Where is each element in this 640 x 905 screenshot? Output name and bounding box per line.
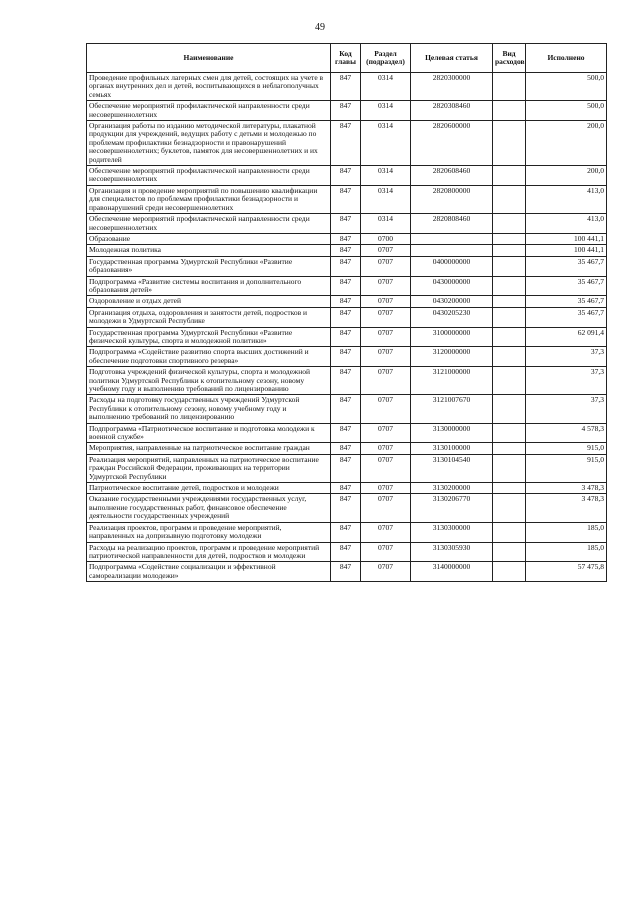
table-row: [87, 562, 607, 582]
cell-name: Организация отдыха, оздоровления и занятости детей, подростков и молодежи в Удмуртской Республике: [87, 307, 331, 327]
cell-target: 2820608460: [411, 166, 493, 186]
table-row: [87, 483, 607, 494]
cell-name: Оказание государственными учреждениями государственных услуг, выполнение государственных работ, финансовое обеспечение деятельности государственных учреждений: [87, 494, 331, 522]
table-row: [87, 256, 607, 276]
table-row: [87, 185, 607, 213]
cell-section: 0314: [361, 73, 411, 101]
cell-name: Подпрограмма «Патриотическое воспитание и подготовка молодежи к военной службе»: [87, 423, 331, 443]
cell-kind: [493, 562, 526, 582]
cell-section: 0700: [361, 233, 411, 244]
cell-section: 0707: [361, 327, 411, 347]
table-row: [87, 367, 607, 395]
header-kind: Вид расходов: [493, 44, 526, 73]
cell-section: 0707: [361, 562, 411, 582]
cell-target: 3140000000: [411, 562, 493, 582]
cell-code: 847: [331, 423, 361, 443]
cell-amount: 35 467,7: [526, 307, 607, 327]
cell-name: Расходы на подготовку государственных учреждений Удмуртской Республики к отопительному сезону, новому учебному году и выполнению требований по лицензированию: [87, 395, 331, 423]
cell-kind: [493, 423, 526, 443]
cell-target: 3130000000: [411, 423, 493, 443]
budget-table: [86, 43, 607, 582]
cell-target: 3130206770: [411, 494, 493, 522]
cell-amount: 37,3: [526, 347, 607, 367]
cell-amount: 62 091,4: [526, 327, 607, 347]
cell-amount: 3 478,3: [526, 483, 607, 494]
header-target: Целевая статья: [411, 44, 493, 73]
table-row: [87, 395, 607, 423]
cell-code: 847: [331, 276, 361, 296]
cell-kind: [493, 256, 526, 276]
cell-name: Реализация мероприятий, направленных на патриотическое воспитание граждан Российской Федерации, проживающих на территории Удмуртской Республики: [87, 454, 331, 482]
cell-name: Проведение профильных лагерных смен для детей, состоящих на учете в органах внутренних дел и детей, воспитывающихся в неблагополучных семьях: [87, 73, 331, 101]
cell-code: 847: [331, 522, 361, 542]
cell-target: 0430200000: [411, 296, 493, 307]
cell-section: 0707: [361, 276, 411, 296]
cell-code: 847: [331, 562, 361, 582]
table-row: [87, 245, 607, 256]
cell-name: Образование: [87, 233, 331, 244]
cell-section: 0314: [361, 121, 411, 166]
page-number: 49: [315, 22, 325, 33]
cell-code: 847: [331, 121, 361, 166]
cell-target: 0400000000: [411, 256, 493, 276]
cell-kind: [493, 185, 526, 213]
cell-code: 847: [331, 214, 361, 234]
cell-amount: 185,0: [526, 522, 607, 542]
table-row: [87, 296, 607, 307]
table-row: [87, 454, 607, 482]
cell-section: 0707: [361, 522, 411, 542]
table-row: [87, 347, 607, 367]
cell-amount: 915,0: [526, 454, 607, 482]
cell-name: Расходы на реализацию проектов, программ и проведение мероприятий патриотической направленности для детей, подростков и молодежи: [87, 542, 331, 562]
table-row: [87, 166, 607, 186]
cell-code: 847: [331, 307, 361, 327]
table-row: [87, 443, 607, 454]
cell-name: Организация и проведение мероприятий по повышению квалификации для специалистов по проблемам профилактики безнадзорности и правонарушений среди несовершеннолетних: [87, 185, 331, 213]
cell-section: 0314: [361, 101, 411, 121]
table-row: [87, 101, 607, 121]
cell-name: Подготовка учреждений физической культуры, спорта и молодежной политики Удмуртской Республики к отопительному сезону, новому учебному году и выполнению требований по лицензированию: [87, 367, 331, 395]
header-section: Раздел (подраздел): [361, 44, 411, 73]
cell-section: 0314: [361, 185, 411, 213]
cell-kind: [493, 395, 526, 423]
cell-amount: 35 467,7: [526, 296, 607, 307]
cell-section: 0707: [361, 494, 411, 522]
table-row: [87, 423, 607, 443]
cell-kind: [493, 454, 526, 482]
cell-kind: [493, 327, 526, 347]
cell-section: 0707: [361, 483, 411, 494]
table-row: [87, 307, 607, 327]
cell-amount: 100 441,1: [526, 233, 607, 244]
cell-code: 847: [331, 296, 361, 307]
cell-section: 0707: [361, 256, 411, 276]
cell-code: 847: [331, 166, 361, 186]
cell-code: 847: [331, 483, 361, 494]
table-row: [87, 542, 607, 562]
cell-amount: 3 478,3: [526, 494, 607, 522]
cell-code: 847: [331, 233, 361, 244]
cell-code: 847: [331, 327, 361, 347]
cell-amount: 100 441,1: [526, 245, 607, 256]
table-row: [87, 214, 607, 234]
cell-section: 0707: [361, 542, 411, 562]
cell-amount: 57 475,8: [526, 562, 607, 582]
cell-name: Подпрограмма «Содействие социализации и эффективной самореализации молодежи»: [87, 562, 331, 582]
cell-target: 0430205230: [411, 307, 493, 327]
cell-amount: 35 467,7: [526, 256, 607, 276]
cell-section: 0314: [361, 214, 411, 234]
cell-name: Обеспечение мероприятий профилактической направленности среди несовершеннолетних: [87, 166, 331, 186]
cell-name: Патриотическое воспитание детей, подростков и молодежи: [87, 483, 331, 494]
cell-code: 847: [331, 347, 361, 367]
cell-kind: [493, 347, 526, 367]
table-row: [87, 73, 607, 101]
cell-name: Организация работы по изданию методической литературы, плакатной продукции для учреждений, ведущих работу с детьми и молодежью по проблемам профилактики безнадзорности и правонарушений несовершеннолетних; буклетов, памяток для несовершеннолетних и их родителей: [87, 121, 331, 166]
cell-kind: [493, 367, 526, 395]
cell-target: 3130200000: [411, 483, 493, 494]
cell-section: 0707: [361, 347, 411, 367]
cell-target: 2820600000: [411, 121, 493, 166]
cell-target: [411, 233, 493, 244]
table-row: [87, 233, 607, 244]
cell-amount: 35 467,7: [526, 276, 607, 296]
cell-section: 0707: [361, 454, 411, 482]
cell-target: 0430000000: [411, 276, 493, 296]
cell-target: 2820308460: [411, 101, 493, 121]
cell-amount: 413,0: [526, 214, 607, 234]
cell-code: 847: [331, 542, 361, 562]
cell-target: 3130300000: [411, 522, 493, 542]
cell-section: 0707: [361, 245, 411, 256]
cell-amount: 500,0: [526, 73, 607, 101]
cell-name: Обеспечение мероприятий профилактической направленности среди несовершеннолетних: [87, 214, 331, 234]
cell-code: 847: [331, 395, 361, 423]
cell-amount: 500,0: [526, 101, 607, 121]
cell-kind: [493, 233, 526, 244]
cell-code: 847: [331, 256, 361, 276]
cell-section: 0707: [361, 443, 411, 454]
table-body: [87, 73, 607, 582]
cell-code: 847: [331, 443, 361, 454]
cell-target: 3130104540: [411, 454, 493, 482]
cell-name: Подпрограмма «Развитие системы воспитания и дополнительного образования детей»: [87, 276, 331, 296]
table-row: [87, 522, 607, 542]
table-row: [87, 494, 607, 522]
header-row: [87, 44, 607, 73]
cell-kind: [493, 245, 526, 256]
cell-target: 2820300000: [411, 73, 493, 101]
cell-kind: [493, 121, 526, 166]
cell-section: 0707: [361, 367, 411, 395]
cell-section: 0707: [361, 423, 411, 443]
cell-kind: [493, 101, 526, 121]
cell-target: 3121007670: [411, 395, 493, 423]
cell-code: 847: [331, 367, 361, 395]
cell-code: 847: [331, 454, 361, 482]
cell-amount: 413,0: [526, 185, 607, 213]
cell-amount: 200,0: [526, 121, 607, 166]
cell-code: 847: [331, 494, 361, 522]
cell-target: 2820800000: [411, 185, 493, 213]
cell-amount: 4 578,3: [526, 423, 607, 443]
cell-target: 2820808460: [411, 214, 493, 234]
cell-kind: [493, 307, 526, 327]
cell-code: 847: [331, 73, 361, 101]
cell-kind: [493, 296, 526, 307]
cell-target: 3120000000: [411, 347, 493, 367]
header-name: Наименование: [87, 44, 331, 73]
header-code: Код главы: [331, 44, 361, 73]
cell-target: [411, 245, 493, 256]
cell-target: 3100000000: [411, 327, 493, 347]
table-row: [87, 276, 607, 296]
cell-name: Реализация проектов, программ и проведение мероприятий, направленных на допризывную подготовку молодежи: [87, 522, 331, 542]
cell-amount: 37,3: [526, 367, 607, 395]
cell-kind: [493, 214, 526, 234]
cell-target: 3130305930: [411, 542, 493, 562]
cell-section: 0707: [361, 296, 411, 307]
header-amount: Исполнено: [526, 44, 607, 73]
cell-name: Государственная программа Удмуртской Республики «Развитие образования»: [87, 256, 331, 276]
cell-kind: [493, 443, 526, 454]
cell-name: Обеспечение мероприятий профилактической направленности среди несовершеннолетних: [87, 101, 331, 121]
cell-name: Оздоровление и отдых детей: [87, 296, 331, 307]
table-row: [87, 121, 607, 166]
cell-kind: [493, 494, 526, 522]
table-row: [87, 327, 607, 347]
cell-kind: [493, 542, 526, 562]
cell-target: 3121000000: [411, 367, 493, 395]
cell-amount: 200,0: [526, 166, 607, 186]
cell-kind: [493, 73, 526, 101]
cell-amount: 185,0: [526, 542, 607, 562]
cell-code: 847: [331, 245, 361, 256]
table-header: [87, 44, 607, 73]
cell-kind: [493, 483, 526, 494]
cell-name: Государственная программа Удмуртской Республики «Развитие физической культуры, спорта и молодежной политики»: [87, 327, 331, 347]
cell-kind: [493, 522, 526, 542]
cell-code: 847: [331, 101, 361, 121]
cell-section: 0314: [361, 166, 411, 186]
cell-amount: 37,3: [526, 395, 607, 423]
cell-name: Подпрограмма «Содействие развитию спорта высших достижений и обеспечение подготовки спортивного резерва»: [87, 347, 331, 367]
cell-name: Мероприятия, направленные на патриотическое воспитание граждан: [87, 443, 331, 454]
cell-section: 0707: [361, 395, 411, 423]
cell-amount: 915,0: [526, 443, 607, 454]
cell-target: 3130100000: [411, 443, 493, 454]
cell-kind: [493, 166, 526, 186]
cell-name: Молодежная политика: [87, 245, 331, 256]
cell-section: 0707: [361, 307, 411, 327]
cell-code: 847: [331, 185, 361, 213]
cell-kind: [493, 276, 526, 296]
